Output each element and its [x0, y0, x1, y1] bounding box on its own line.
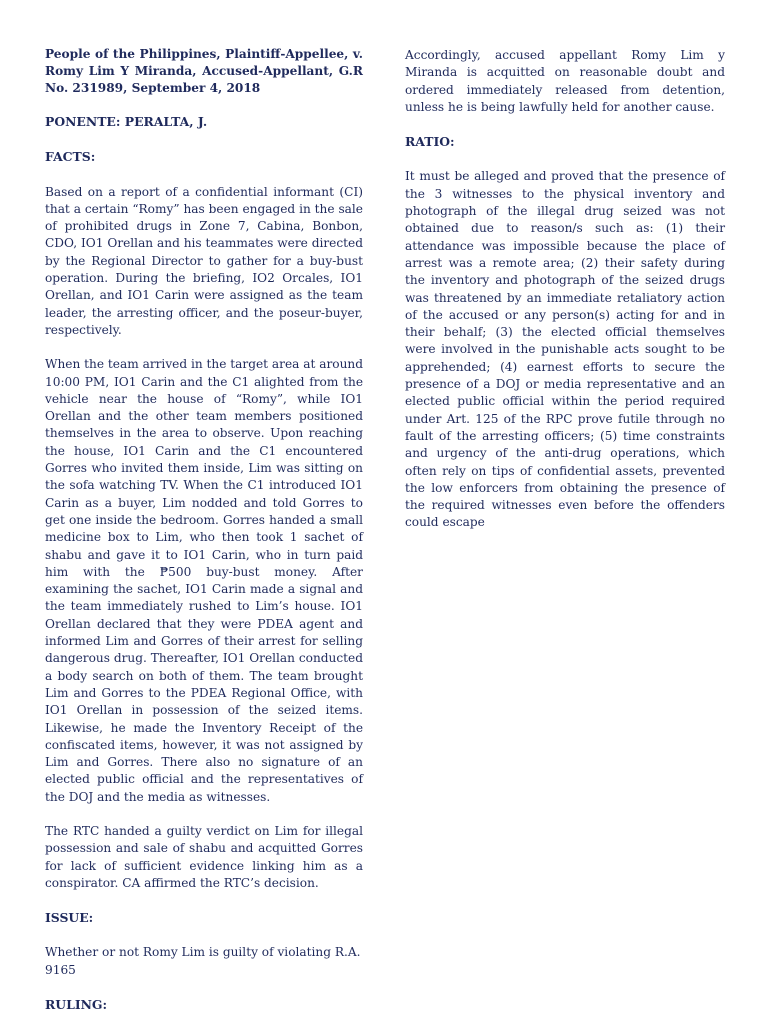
- facts-paragraph-3: The RTC handed a guilty verdict on Lim for illegal possession and sale of shabu and acquitted Gorres for lack of sufficient evidence linking him as a conspirator. CA affirmed the RTC’s decision.: [45, 823, 363, 890]
- ratio-text: It must be alleged and proved that the presence of the 3 witnesses to the physical inventory and photograph of the illegal drug seized was not obtained due to reason/s such as: (1) their attendance was impossible because the place of arrest was a remote area; (2) their safety during the inventory and photograph of the seized drugs was threatened by an immediate retaliatory action of the accused or any person(s) acting for and in their behalf; (3) the elected official themselves were involved in the punishable acts sought to be apprehended; (4) earnest efforts to secure the presence of a DOJ or media representative and an elected public official within the period required under Art. 125 of the RPC prove futile through no fault of the arresting officers; (5) time constraints and urgency of the anti-drug operations, which often rely on tips of confidential assets, prevented the low enforcers from obtaining the presence of the required witnesses even before the offenders could escape: [405, 169, 725, 530]
- issue-heading: ISSUE:: [45, 910, 94, 926]
- left-column: [45, 46, 363, 1031]
- ratio-heading: RATIO:: [405, 134, 455, 150]
- facts-paragraph-2: When the team arrived in the target area at around 10:00 PM, IO1 Carin and the C1 alighted from the vehicle near the house of “Romy”, while IO1 Orellan and the other team members positioned themselves in the area to observe. Upon reaching the house, IO1 Carin and the C1 encountered Gorres who invited them inside, Lim was sitting on the sofa watching TV. When the C1 introduced IO1 Carin as a buyer, Lim nodded and told Gorres to get one inside the bedroom. Gorres handed a small medicine box to Lim, who then took 1 sachet of shabu and gave it to IO1 Carin, who in turn paid him with the ₱500 buy-bust money. After examining the sachet, IO1 Carin made a signal and the team immediately rushed to Lim’s house. IO1 Orellan declared that they were PDEA agent and informed Lim and Gorres of their arrest for selling dangerous drug. Thereafter, IO1 Orellan conducted a body search on both of them. The team brought Lim and Gorres to the PDEA Regional Office, with IO1 Orellan in possession of the seized items. Likewise, he made the Inventory Receipt of the confiscated items, however, it was not assigned by Lim and Gorres. There also no signature of an elected public official and the representatives of the DOJ and the media as witnesses.: [45, 357, 363, 804]
- ruling-heading: RULING:: [45, 997, 108, 1013]
- facts-heading: FACTS:: [45, 149, 96, 165]
- right-column: [405, 47, 725, 549]
- case-title: People of the Philippines, Plaintiff-Appellee, v. Romy Lim Y Miranda, Accused-Appellant, G.R No. 231989, September 4, 2018: [45, 47, 363, 95]
- issue-text: Whether or not Romy Lim is guilty of violating R.A. 9165: [45, 945, 361, 977]
- ponente-heading: PONENTE: PERALTA, J.: [45, 114, 208, 129]
- ruling-text: Accordingly, accused appellant Romy Lim y Miranda is acquitted on reasonable doubt and ordered immediately released from detention, unless he is being lawfully held for another cause.: [405, 48, 725, 114]
- facts-paragraph-1: Based on a report of a confidential informant (CI) that a certain “Romy” has been engaged in the sale of prohibited drugs in Zone 7, Cabina, Bonbon, CDO, IO1 Orellan and his teammates were directed by the Regional Director to gather for a buy-bust operation. During the briefing, IO2 Orcales, IO1 Orellan, and IO1 Carin were assigned as the team leader, the arresting officer, and the poseur-buyer, respectively.: [45, 184, 363, 337]
